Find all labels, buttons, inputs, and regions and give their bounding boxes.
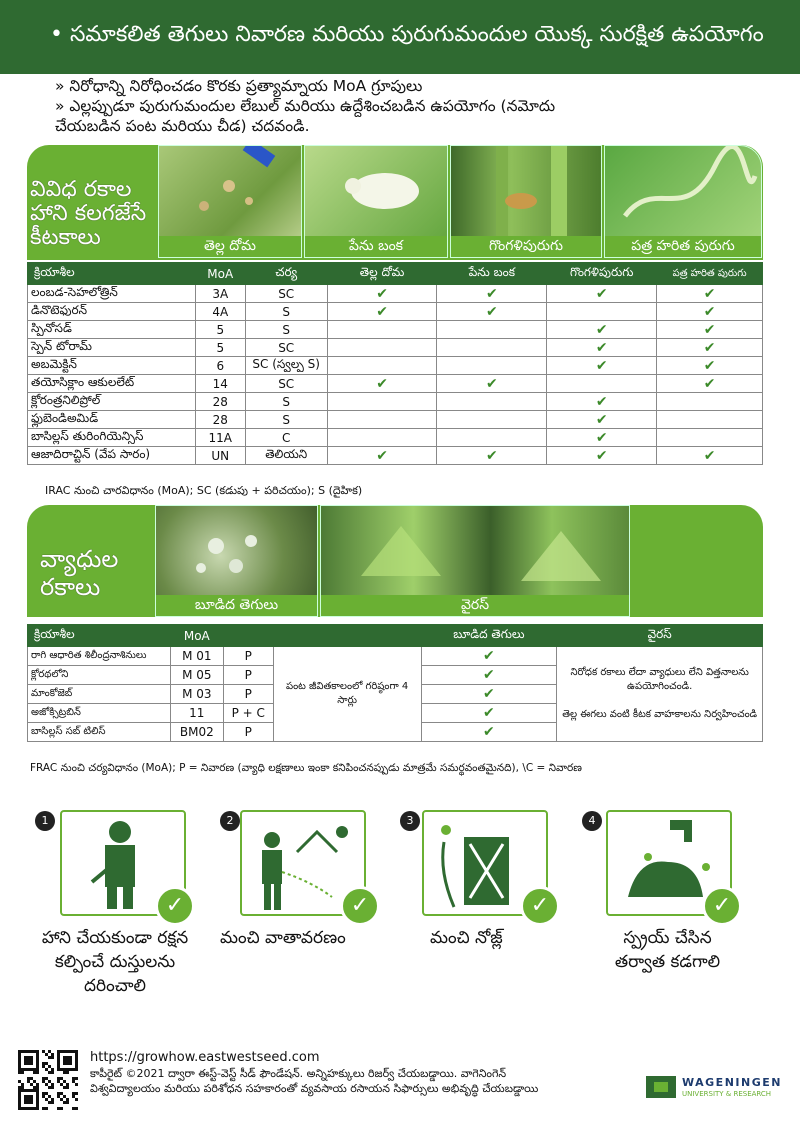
col-moa: MoA <box>170 625 223 647</box>
cell-empty <box>327 393 437 411</box>
cell-active: స్పినోసడ్ <box>28 321 196 339</box>
cell-empty <box>437 321 547 339</box>
table-row <box>28 357 763 375</box>
cell-active: తయోసిక్లాం ఆకులలేట్ <box>28 375 196 393</box>
cell-active: ఆజాదిరాచ్టిన్ (వేప సారం) <box>28 447 196 465</box>
aphid-icon <box>305 146 448 238</box>
cell-empty <box>437 411 547 429</box>
footer-copyright: కాపీరైట్ ©2021 ద్వారా ఈస్ట్-వెస్ట్ సీడ్ ఫౌండేషన్. అన్నిహక్కులు రిజర్వ్ చేయబడ్డాయి. వాగెనింగెన్ విశ్వవిద్యాలయం మరియు పరిశోధన సహకారంతో వ్యవసాయ రసాయన సిఫార్సులు అభివృద్ధి చేయబడ్డాయి <box>90 1067 539 1095</box>
cell-empty <box>657 393 763 411</box>
col-whitefly: తెల్ల దోమ <box>327 263 437 285</box>
cell-empty <box>437 339 547 357</box>
check-icon: ✔ <box>421 685 557 704</box>
step-label: హాని చేయకుండా రక్షన కల్పించే దుస్తులను దరించాలి <box>41 928 189 996</box>
check-icon: ✔ <box>437 447 547 465</box>
check-icon: ✔ <box>547 447 657 465</box>
cell-active: స్పెన్ టోరామ్ <box>28 339 196 357</box>
cell-moa: 3A <box>195 285 245 303</box>
photo-caterpillar <box>450 145 602 258</box>
cell-virus-notes <box>557 647 763 742</box>
table-row <box>28 303 763 321</box>
cell-action: P + C <box>223 704 273 723</box>
check-icon: ✔ <box>547 285 657 303</box>
check-icon: ✔ <box>421 647 557 666</box>
cell-moa: 4A <box>195 303 245 321</box>
cell-action: S <box>245 393 327 411</box>
cell-action: C <box>245 429 327 447</box>
table-row <box>28 285 763 303</box>
check-icon: ✔ <box>657 339 763 357</box>
check-icon: ✔ <box>327 375 437 393</box>
virus-note: తెల్ల ఈగలు వంటి కీటక వాహకాలను నిర్వహించండి <box>562 709 758 720</box>
col-active: క్రియాశీల <box>28 625 171 647</box>
photo-powdery-mildew <box>155 505 318 617</box>
table-row <box>28 375 763 393</box>
cell-action: తెలియని <box>245 447 327 465</box>
pests-table <box>27 262 763 465</box>
check-icon: ✔ <box>657 357 763 375</box>
virus-note: నిరోధక రకాలు లేదా వ్యాధులు లేని విత్తనాలను ఉపయోగించండి. <box>570 667 749 692</box>
cell-moa: 28 <box>195 393 245 411</box>
cell-empty <box>657 411 763 429</box>
photo-virus <box>320 505 630 617</box>
step-label: మంచి వాతావరణం <box>220 928 346 948</box>
cell-active: క్లోరంత్రనిలిప్రోల్ <box>28 393 196 411</box>
photo-caption: వైరస్ <box>321 595 629 616</box>
cell-empty <box>327 429 437 447</box>
cell-empty <box>547 303 657 321</box>
cell-moa: 28 <box>195 411 245 429</box>
logo-sub: UNIVERSITY & RESEARCH <box>682 1090 772 1098</box>
check-icon: ✔ <box>437 303 547 321</box>
check-icon: ✔ <box>437 285 547 303</box>
check-icon: ✓ <box>340 886 380 926</box>
cell-empty <box>327 321 437 339</box>
check-icon: ✔ <box>327 285 437 303</box>
cell-empty <box>327 339 437 357</box>
cell-moa: M 01 <box>170 647 223 666</box>
step-number: 2 <box>220 811 240 831</box>
col-virus: వైరస్ <box>557 625 763 647</box>
caterpillar-icon <box>451 146 602 238</box>
cell-action: S <box>245 411 327 429</box>
intro-line: » నిరోధాన్ని నిరోధించడం కొరకు ప్రత్యామ్నాయ MoA గ్రూపులు <box>55 77 423 95</box>
page-header <box>0 0 800 74</box>
diseases-band-title: వ్యాధుల రకాలు <box>40 545 119 601</box>
cell-active: మాంకోజెబ్ <box>28 685 171 704</box>
photo-leafminer <box>604 145 762 258</box>
table-row <box>28 339 763 357</box>
cell-moa: 5 <box>195 321 245 339</box>
cell-action: SC <box>245 375 327 393</box>
check-icon: ✔ <box>657 285 763 303</box>
cell-empty <box>327 357 437 375</box>
check-icon: ✔ <box>657 321 763 339</box>
logo-name: WAGENINGEN <box>682 1076 782 1089</box>
leafminer-icon <box>605 146 762 238</box>
cell-empty <box>547 375 657 393</box>
cell-moa: 6 <box>195 357 245 375</box>
cell-action: P <box>223 647 273 666</box>
photo-caption: గొంగళిపురుగు <box>451 236 601 257</box>
table-row <box>28 393 763 411</box>
footer-url[interactable]: https://growhow.eastwestseed.com <box>90 1050 320 1065</box>
wageningen-logo-icon <box>646 1076 676 1102</box>
cell-active: అజోక్సిట్రబిన్ <box>28 704 171 723</box>
mildew-leaf-icon <box>156 506 318 598</box>
check-icon: ✔ <box>327 447 437 465</box>
check-icon: ✔ <box>547 411 657 429</box>
cell-active: డినొటెఫురన్ <box>28 303 196 321</box>
cell-action: S <box>245 303 327 321</box>
col-moa: MoA <box>195 263 245 285</box>
cell-moa: 11 <box>170 704 223 723</box>
cell-moa: UN <box>195 447 245 465</box>
check-icon: ✓ <box>702 886 742 926</box>
col-leafminer: పత్ర హరిత పురుగు <box>657 263 763 285</box>
check-icon: ✔ <box>547 339 657 357</box>
cell-action: P <box>223 685 273 704</box>
col-caterpillar: గొంగళిపురుగు <box>547 263 657 285</box>
cell-active: బాసిల్లస్ తురింగియెన్సిస్ <box>28 429 196 447</box>
step-number: 1 <box>35 811 55 831</box>
col-powdery: బూడిద తెగులు <box>421 625 557 647</box>
table-header-row <box>28 263 763 285</box>
diseases-note: FRAC నుంచి చర్యవిధానం (MoA); P = నివారణ (వ్యాధి లక్షణాలు ఇంకా కనిపించనప్పుడు మాత్రమే సమర్థవంతమైనది), \C = నివారణ <box>30 762 582 774</box>
check-icon: ✓ <box>520 886 560 926</box>
cell-active: బాసిల్లస్ సబ్ టిలిస్ <box>28 723 171 742</box>
table-header-row <box>28 625 763 647</box>
check-icon: ✔ <box>421 704 557 723</box>
cell-empty <box>437 429 547 447</box>
cell-action: S <box>245 321 327 339</box>
cell-active: క్లోరథలోని <box>28 666 171 685</box>
photo-caption: పత్ర హరిత పురుగు <box>605 236 761 257</box>
qr-code[interactable] <box>17 1049 79 1111</box>
cell-moa: 5 <box>195 339 245 357</box>
cell-moa: 14 <box>195 375 245 393</box>
cell-moa: 11A <box>195 429 245 447</box>
table-row <box>28 447 763 465</box>
leaf-photo-icon <box>159 146 302 238</box>
cell-action: P <box>223 723 273 742</box>
cell-empty <box>437 357 547 375</box>
pests-band-title: వివిధ రకాల హాని కలగజేసే కీటకాలు <box>30 177 147 250</box>
cell-active: రాగి ఆధారిత శిలీంద్రనాశినులు <box>28 647 171 666</box>
cell-moa: M 03 <box>170 685 223 704</box>
virus-leaf-icon <box>321 506 630 598</box>
qr-code-icon <box>17 1049 79 1111</box>
check-icon: ✓ <box>155 886 195 926</box>
cell-action: SC <box>245 339 327 357</box>
cell-moa: BM02 <box>170 723 223 742</box>
step-number: 4 <box>582 811 602 831</box>
cell-active: అబమెక్టిన్ <box>28 357 196 375</box>
check-icon: ✔ <box>657 447 763 465</box>
cell-empty <box>657 429 763 447</box>
photo-caption: తెల్ల దోమ <box>159 236 301 257</box>
check-icon: ✔ <box>437 375 547 393</box>
cell-action: SC <box>245 285 327 303</box>
cell-moa: M 05 <box>170 666 223 685</box>
photo-caption: పేను బంక <box>305 236 447 257</box>
photo-aphid <box>304 145 448 258</box>
cell-empty <box>327 411 437 429</box>
cell-active: లంబడ-సెహలోత్రిన్ <box>28 285 196 303</box>
check-icon: ✔ <box>547 429 657 447</box>
photo-whitefly <box>158 145 302 258</box>
table-row <box>28 321 763 339</box>
table-row <box>28 429 763 447</box>
col-active: క్రియాశీల <box>28 263 196 285</box>
step-label: స్ప్రయ్ చేసిన తర్వాత కడగాలి <box>614 928 721 972</box>
check-icon: ✔ <box>327 303 437 321</box>
cell-max-note: పంట జీవితకాలంలో గరిష్ఠంగా 4 సార్లు <box>273 647 421 742</box>
cell-action: P <box>223 666 273 685</box>
check-icon: ✔ <box>657 303 763 321</box>
check-icon: ✔ <box>547 393 657 411</box>
col-action <box>223 625 273 647</box>
check-icon: ✔ <box>657 375 763 393</box>
intro-bullets <box>55 76 555 136</box>
table-row <box>28 647 763 666</box>
col-aphid: పేను బంక <box>437 263 547 285</box>
page-title: • సమాకలిత తెగులు నివారణ మరియు పురుగుమందుల యొక్క సురక్షిత ఉపయోగం <box>50 22 764 47</box>
intro-line: చేయబడిన పంట మరియు చీడ) చదవండి. <box>55 117 310 135</box>
cell-empty <box>437 393 547 411</box>
col-action: చర్య <box>245 263 327 285</box>
diseases-table <box>27 624 763 742</box>
check-icon: ✔ <box>421 666 557 685</box>
cell-active: ఫ్లుబెండిఅమిడ్ <box>28 411 196 429</box>
step-number: 3 <box>400 811 420 831</box>
intro-line: » ఎల్లప్పుడూ పురుగుమందుల లేబుల్ మరియు ఉద్దేశించబడిన ఉపయోగం (నమోదు <box>55 97 556 115</box>
photo-caption: బూడిద తెగులు <box>156 595 317 616</box>
table-row <box>28 411 763 429</box>
step-label: మంచి నోజ్ల్ <box>430 928 503 948</box>
check-icon: ✔ <box>547 321 657 339</box>
pests-note: IRAC నుంచి చారవిధానం (MoA); SC (కడుపు + పరిచయం); S (దైహిక) <box>45 484 363 497</box>
cell-action: SC (స్వల్ప S) <box>245 357 327 375</box>
col-limit <box>273 625 421 647</box>
check-icon: ✔ <box>421 723 557 742</box>
check-icon: ✔ <box>547 357 657 375</box>
